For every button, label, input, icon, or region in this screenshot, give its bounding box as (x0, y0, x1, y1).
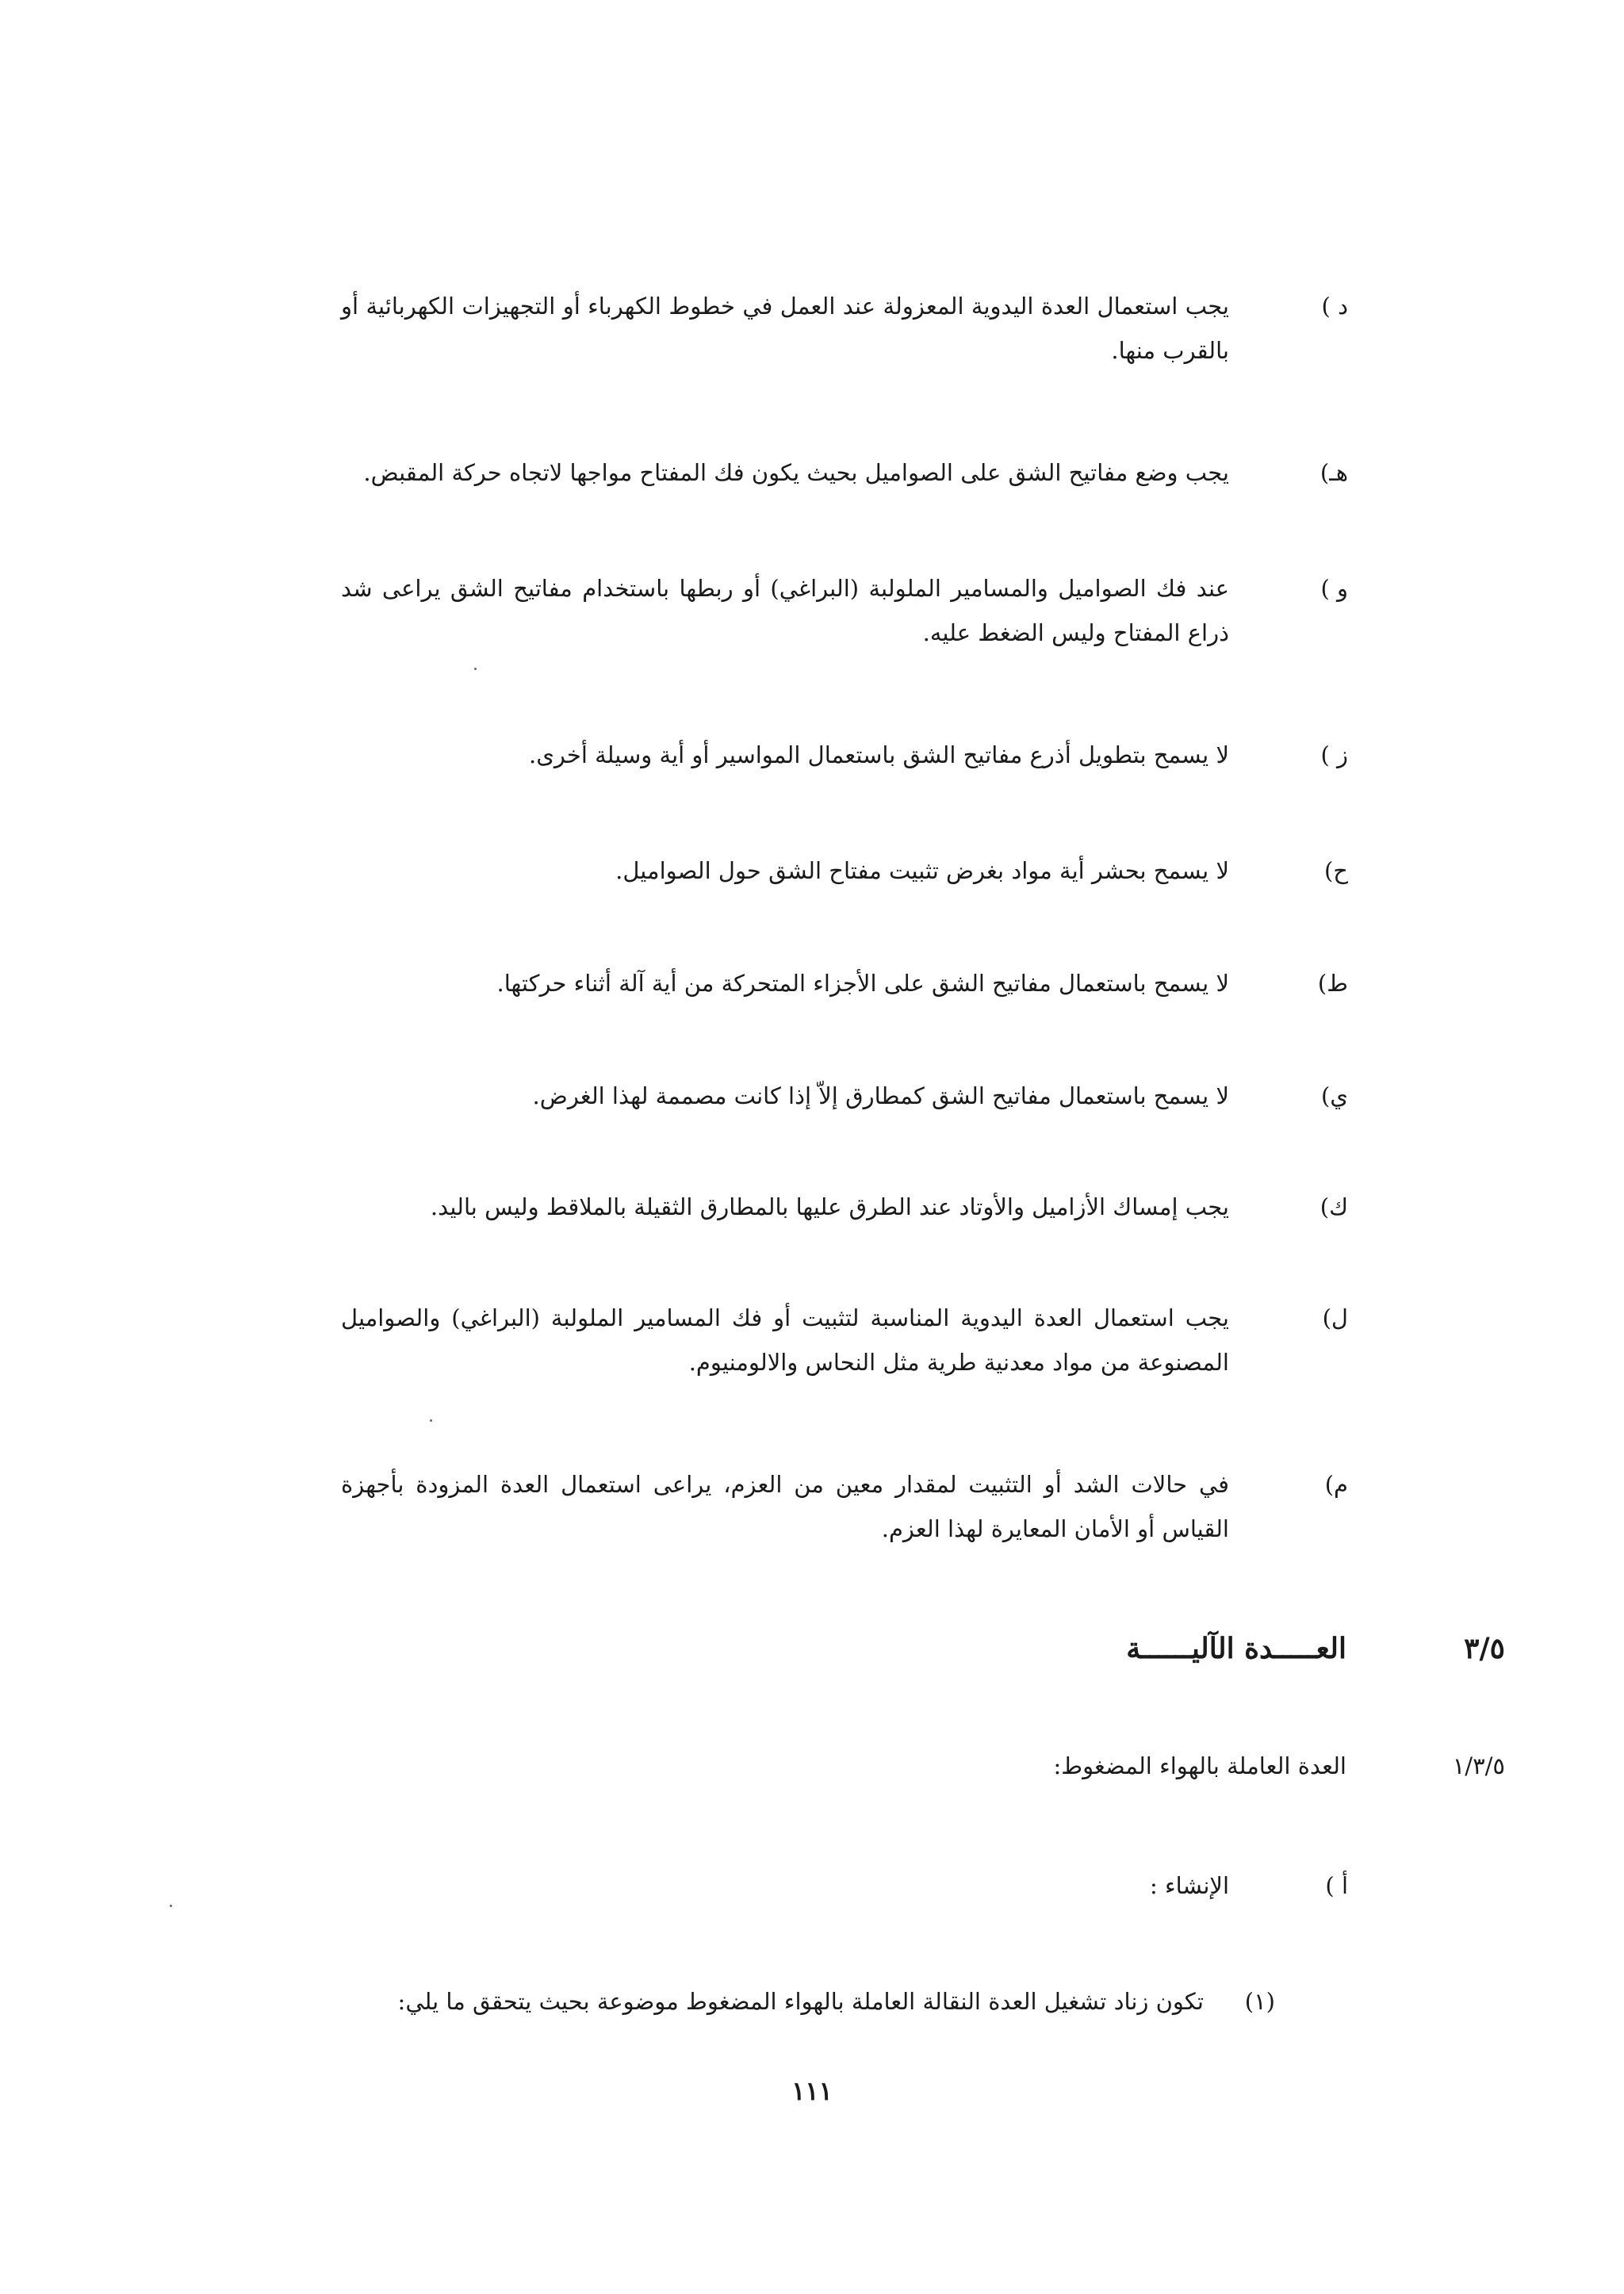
item-text: لا يسمح بحشر أية مواد بغرض تثبيت مفتاح الشق حول الصواميل. (615, 857, 1229, 884)
item-text: يجب استعمال العدة اليدوية المناسبة لتثبيت أو فك المسامير الملولبة (البراغي) والصواميل المصنوعة من مواد معدنية طرية مثل النحاس والالومنيوم. (341, 1304, 1229, 1376)
list-item-ha (341, 848, 1348, 893)
section-heading (141, 1632, 1505, 1665)
item-text: لا يسمح بتطويل أذرع مفاتيح الشق باستعمال المواسير أو أية وسيلة أخرى. (528, 741, 1229, 768)
item-text: يجب إمساك الأزاميل والأوتاد عند الطرق عليها بالمطارق الثقيلة بالملاقط وليس باليد. (430, 1193, 1229, 1220)
sub-item-a (341, 1863, 1348, 1908)
list-item-ta (341, 961, 1348, 1005)
subsection-title: العدة العاملة بالهواء المضغوط: (1053, 1752, 1346, 1779)
item-marker: ز ) (1320, 741, 1348, 768)
item-marker: ل) (1322, 1304, 1348, 1331)
item-text: الإنشاء : (1150, 1872, 1229, 1899)
page-number: ١١١ (791, 2076, 833, 2106)
item-marker: و ) (1320, 575, 1348, 602)
item-marker: ي) (1320, 1082, 1348, 1109)
section-number: ٣/٥ (1464, 1632, 1505, 1665)
item-text: يجب وضع مفاتيح الشق على الصواميل بحيث يكون فك المفتاح مواجها لاتجاه حركة المقبض. (363, 459, 1229, 486)
list-item-ya (341, 1074, 1348, 1118)
item-text: لا يسمح باستعمال مفاتيح الشق على الأجزاء المتحركة من أية آلة أثناء حركتها. (496, 970, 1229, 997)
list-item-z (341, 733, 1348, 777)
numbered-item-1 (316, 1979, 1275, 2024)
item-marker: ح) (1323, 857, 1348, 884)
subsection-number: ١/٣/٥ (1452, 1752, 1505, 1779)
subsection-heading (141, 1752, 1505, 1779)
scan-speck (170, 1905, 172, 1907)
item-text: لا يسمح باستعمال مفاتيح الشق كمطارق إلاّ إذا كانت مصممة لهذا الغرض. (532, 1082, 1229, 1109)
list-item-l (341, 1296, 1348, 1384)
scan-speck (430, 1419, 432, 1422)
item-marker: ك) (1320, 1193, 1348, 1220)
item-marker: أ ) (1325, 1872, 1348, 1899)
list-item-h (341, 450, 1348, 495)
item-marker: (١) (1244, 1988, 1275, 2015)
item-text: يجب استعمال العدة اليدوية المعزولة عند العمل في خطوط الكهرباء أو التجهيزات الكهربائية أو بالقرب منها. (341, 293, 1229, 364)
item-marker: د ) (1321, 293, 1348, 320)
item-marker: م) (1324, 1471, 1348, 1498)
list-item-w (341, 566, 1348, 655)
list-item-d (341, 284, 1348, 373)
item-marker: هـ) (1320, 459, 1348, 486)
item-text: تكون زناد تشغيل العدة النقالة العاملة بالهواء المضغوط موضوعة بحيث يتحقق ما يلي: (397, 1988, 1204, 2015)
list-item-m (341, 1462, 1348, 1551)
item-marker: ط) (1317, 970, 1348, 997)
section-title: العـــــدة الآليــــــة (1126, 1632, 1346, 1665)
scan-speck (474, 668, 477, 670)
item-text: في حالات الشد أو التثبيت لمقدار معين من العزم، يراعى استعمال العدة المزودة بأجهزة القياس أو الأمان المعايرة لهذا العزم. (341, 1471, 1229, 1542)
list-item-k (341, 1185, 1348, 1229)
item-text: عند فك الصواميل والمسامير الملولبة (البراغي) أو ربطها باستخدام مفاتيح الشق يراعى شد ذراع المفتاح وليس الضغط عليه. (341, 575, 1229, 646)
